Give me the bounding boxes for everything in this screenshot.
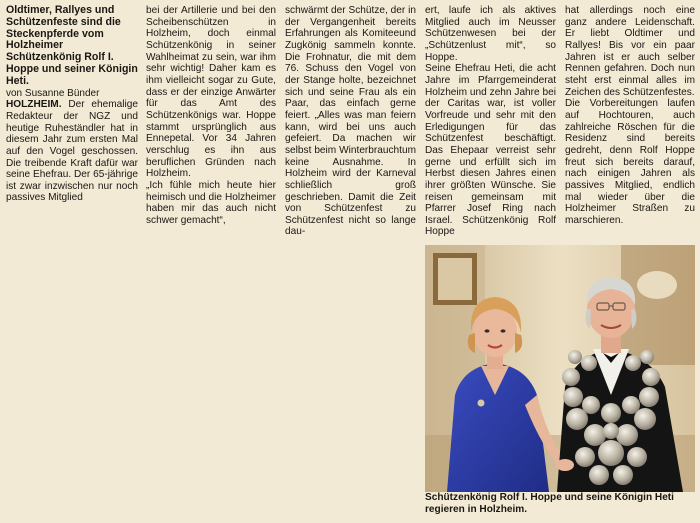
article-lead-text: Der ehemalige Redakteur der NGZ und heutige Ruheständler hat in diesem Jahr zum ersten Mal auf den Vogel geschossen. Die treibende Kraft dafür war seine Ehefrau. Der 65-jährige ist zwar inzwischen nur noch passives Mitglied [6, 99, 138, 204]
article-dateline: HOLZHEIM. [6, 99, 62, 111]
article-byline: von Susanne Bünder [6, 87, 100, 99]
paragraph: hat allerdings noch eine ganz andere Leidenschaft. Er liebt Oldtimer und Rallyes! Bis vor ein paar Jahren ist er auch selber Rennen gefahren. Doch nun steht erst einmal alles im Zeichen des Schützenfestes. [565, 5, 695, 98]
article-column-2 [146, 5, 276, 250]
paragraph: „Ich fühle mich heute hier heimisch und die Holzheimer haben mir das auch nicht schwer gemacht“, [146, 179, 276, 226]
paragraph: Die Vorbereitungen laufen auf Hochtouren, auch zahlreiche Röschen für die Residenz sind bereits gedreht, denn Rolf Hoppe freut sich bereits darauf, nach einigen Jahren als passives Mitglied, endlich mal wieder über die Holzheimer Straßen zu marschieren. [565, 98, 695, 226]
article-column-4 [425, 5, 556, 250]
article-column-5 [565, 5, 695, 250]
paragraph: ert, laufe ich als aktives Mitglied auch im Neusser Schützenwesen bei der „Schützenlust mit“, so Hoppe. [425, 5, 556, 63]
couple-portrait-illustration [425, 245, 695, 492]
paragraph: Seine Ehefrau Heti, die acht Jahre im Pfarrgemeinderat Holzheim und zehn Jahre bei der Caritas war, ist voller Vorfreude und sehr mit den Erledigungen für das Schützenfest beschäftigt. Das Ehepaar verreist sehr gerne und erfüllt sich im Herbst diesen Jahres einen ihrer größten Wünsche. Sie reisen gemeinsam mit Pfarrer Josef Ring nach Israel. Schützenkönig Rolf Hoppe [425, 63, 556, 238]
paragraph: schwärmt der Schütze, der in der Vergangenheit bereits Erfahrungen als Komiteeund Zugkönig sammeln konnte. Die Frohnatur, die mit dem 76. Schuss den Vogel von der Stange holte, bezeichnet sich und seine Frau als ein Paar, das einfach gerne feiert. „Alles was man feiern kann, wird bei uns auch gefeiert. Da machen wir selbst beim Winterbrauchtum keine Ausnahme. In Holzheim wird der Karneval schließlich groß geschrieben. Damit die Zeit von Schützenfest zu Schützenfest nicht so lange dau- [285, 5, 416, 238]
article-column-3 [285, 5, 416, 250]
article-column-1 [6, 5, 138, 205]
article-photo [425, 245, 695, 492]
article-lead [6, 99, 138, 204]
paragraph: bei der Artillerie und bei den Scheibenschützen in Holzheim, doch einmal Schützenkönig in seiner Wahlheimat zu sein, war ihm sehr wichtig! Daher kam es ihm vielleicht sogar zu Gute, dass er der einzige Anwärter für das Amt des Schützenkönigs war. Hoppe stammt ursprünglich aus Ennepetal. Vor 34 Jahren verschlug es ihn aus beruflichen Gründen nach Holzheim. [146, 5, 276, 180]
article-headline: Oldtimer, Rallyes und Schützenfeste sind die Steckenpferde vom Holzheimer Schützenkönig Rolf I. Hoppe und seiner Königin Heti. [6, 5, 138, 87]
photo-caption: Schützenkönig Rolf I. Hoppe und seine Königin Heti regieren in Holzheim. [425, 492, 695, 516]
